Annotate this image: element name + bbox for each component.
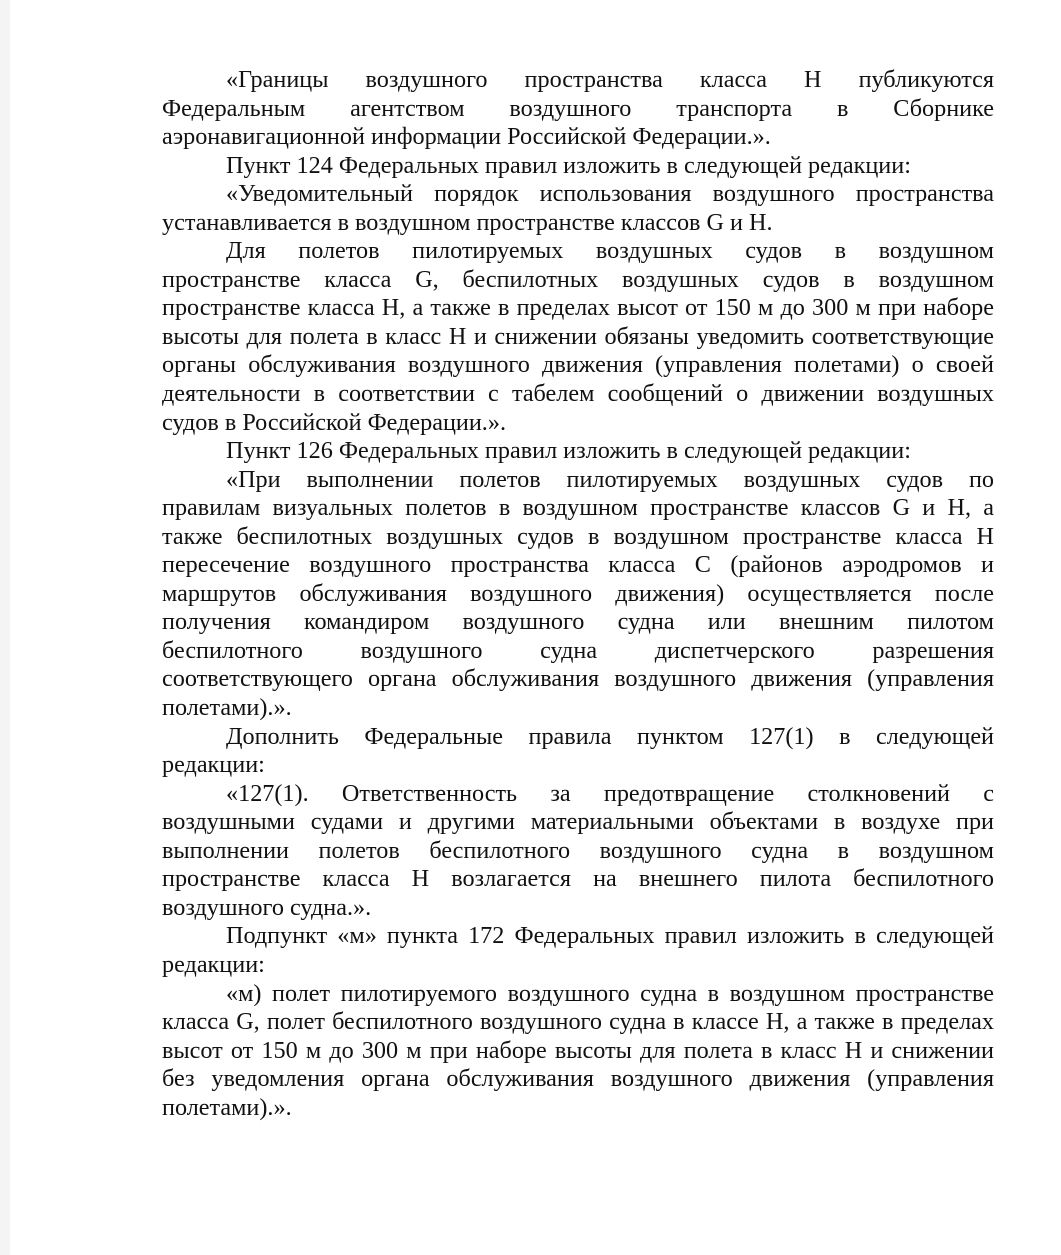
- paragraph: [162, 466, 994, 723]
- paragraph-line: Пункт 126 Федеральных правил изложить в следующей редакции:: [226, 437, 911, 465]
- paragraph: [162, 780, 994, 923]
- paragraph: [162, 152, 994, 181]
- paragraph-line: деятельности в соответствии с табелем сообщений о движении воздушных: [162, 380, 994, 408]
- paragraph: [162, 723, 994, 780]
- paragraph-line: редакции:: [162, 751, 265, 779]
- paragraph-line: «Уведомительный порядок использования воздушного пространства: [226, 180, 994, 208]
- paragraph-line: соответствующего органа обслуживания воздушного движения (управления: [162, 665, 994, 693]
- paragraph: [162, 237, 994, 437]
- paragraph-line: пересечение воздушного пространства класса С (районов аэродромов и: [162, 551, 994, 579]
- paragraph-line: маршрутов обслуживания воздушного движения) осуществляется после: [162, 579, 994, 607]
- paragraph-line: выполнении полетов беспилотного воздушного судна в воздушном: [162, 836, 994, 864]
- paragraph-line: правилам визуальных полетов в воздушном пространстве классов G и Н, а: [162, 494, 994, 522]
- paragraph-line: органы обслуживания воздушного движения (управления полетами) о своей: [162, 351, 994, 379]
- paragraph-line: «м) полет пилотируемого воздушного судна в воздушном пространстве: [226, 979, 994, 1007]
- paragraph-line: Подпункт «м» пункта 172 Федеральных правил изложить в следующей: [226, 922, 994, 950]
- paragraph-line: Дополнить Федеральные правила пунктом 127(1) в следующей: [226, 722, 994, 750]
- paragraph-line: судов в Российской Федерации.».: [162, 408, 506, 436]
- paragraph-line: «Границы воздушного пространства класса Н публикуются: [226, 66, 994, 93]
- paragraph: [162, 66, 994, 152]
- paragraph-line: высоты для полета в класс Н и снижении обязаны уведомить соответствующие: [162, 322, 994, 350]
- paragraph: [162, 180, 994, 237]
- paragraph-line: Пункт 124 Федеральных правил изложить в следующей редакции:: [226, 151, 911, 179]
- paragraph: [162, 437, 994, 466]
- paragraph-line: без уведомления органа обслуживания воздушного движения (управления: [162, 1065, 994, 1093]
- paragraph-line: полетами).».: [162, 1093, 292, 1121]
- paragraph-line: пространстве класса Н, а также в пределах высот от 150 м до 300 м при наборе: [162, 294, 994, 322]
- paragraph-line: воздушного судна.».: [162, 893, 372, 921]
- paragraph-line: Федеральным агентством воздушного транспорта в Сборнике: [162, 94, 994, 122]
- paragraph-line: устанавливается в воздушном пространстве классов G и Н.: [162, 208, 773, 236]
- paragraph-line: пространстве класса G, беспилотных воздушных судов в воздушном: [162, 265, 994, 293]
- paragraph-line: пространстве класса Н возлагается на внешнего пилота беспилотного: [162, 865, 994, 893]
- paragraph-line: «При выполнении полетов пилотируемых воздушных судов по: [226, 465, 994, 493]
- paragraph-line: также беспилотных воздушных судов в воздушном пространстве класса Н: [162, 522, 994, 550]
- paragraph-line: класса G, полет беспилотного воздушного судна в классе Н, а также в пределах: [162, 1008, 994, 1036]
- document-body: [162, 66, 994, 1122]
- paragraph-line: высот от 150 м до 300 м при наборе высоты для полета в класс Н и снижении: [162, 1036, 994, 1064]
- paragraph-line: воздушными судами и другими материальными объектами в воздухе при: [162, 808, 994, 836]
- paragraph-line: полетами).».: [162, 694, 292, 722]
- paragraph-line: аэронавигационной информации Российской Федерации.».: [162, 123, 771, 151]
- paragraph-line: получения командиром воздушного судна или внешним пилотом: [162, 608, 994, 636]
- paragraph-line: «127(1). Ответственность за предотвращение столкновений с: [226, 779, 994, 807]
- paragraph-line: редакции:: [162, 950, 265, 978]
- page-left-edge: [0, 0, 10, 1255]
- paragraph: [162, 980, 994, 1123]
- paragraph-line: беспилотного воздушного судна диспетчерского разрешения: [162, 636, 994, 664]
- paragraph: [162, 922, 994, 979]
- paragraph-line: Для полетов пилотируемых воздушных судов в воздушном: [226, 237, 994, 265]
